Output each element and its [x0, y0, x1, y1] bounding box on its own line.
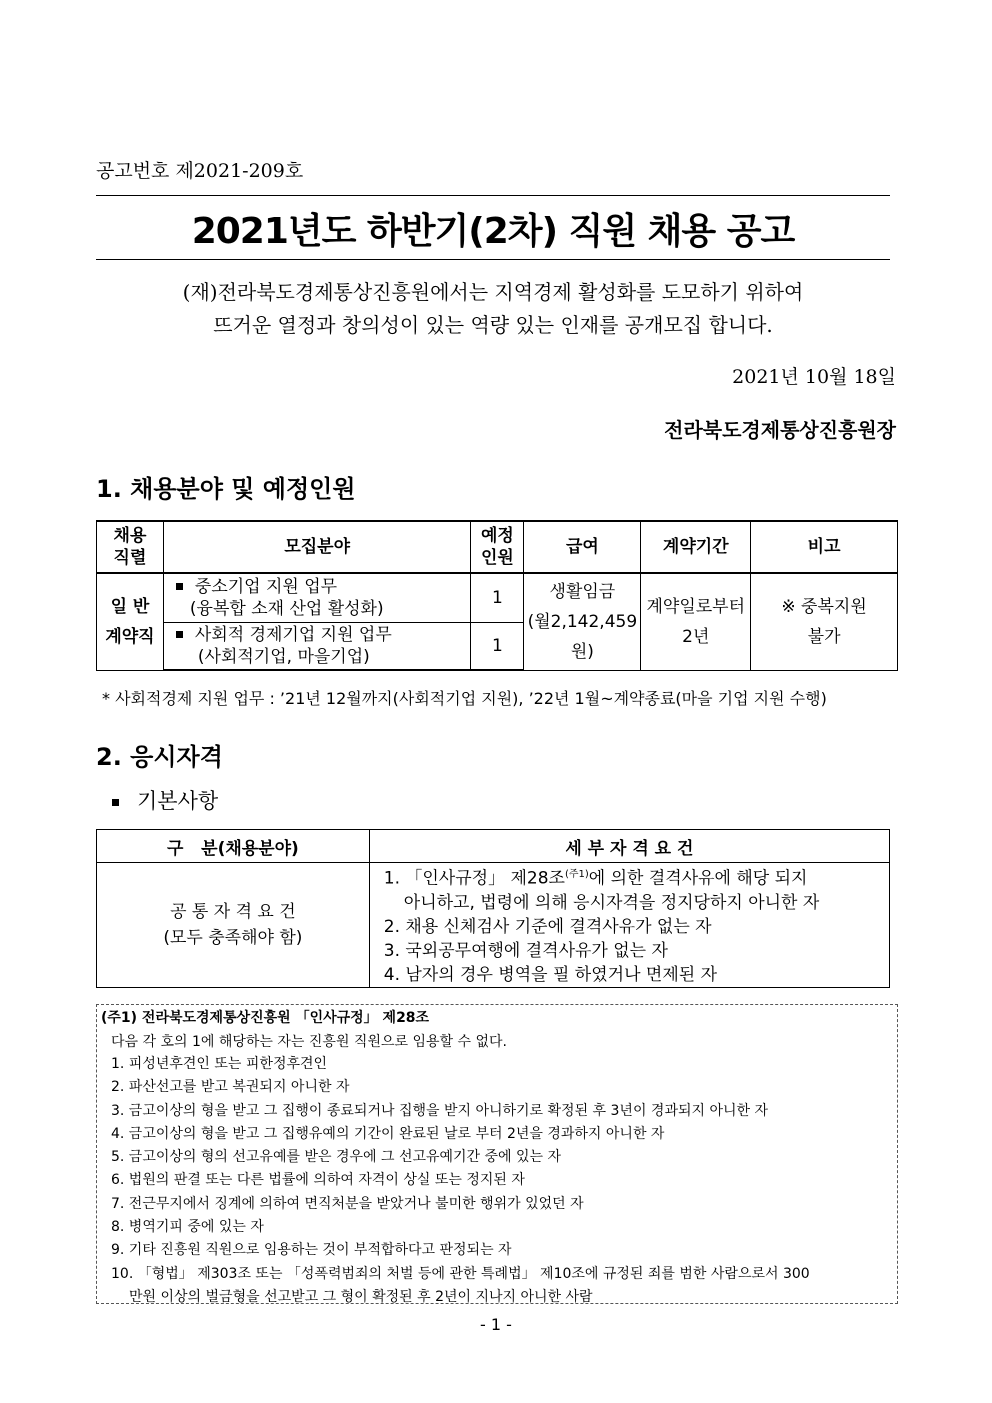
qualification-table [96, 829, 890, 988]
requirement-2: 2. 채용 신체검사 기준에 결격사유가 없는 자 [383, 916, 712, 937]
job-type-cell: 일 반 계약직 [97, 573, 164, 670]
col-requirements: 세 부 자 격 요 건 [369, 830, 889, 863]
count-cell: 1 [471, 622, 524, 670]
salary-cell: 생활임금 (월2,142,459원) [524, 573, 641, 670]
col-count: 예정 인원 [471, 521, 524, 573]
requirement-1-cont: 아니하고, 법령에 의해 응시자격을 정지당하지 아니한 자 [403, 892, 820, 913]
page-number: - 1 - [480, 1315, 512, 1334]
requirement-3: 3. 국외공무여행에 결격사유가 없는 자 [383, 940, 668, 961]
list-item: 4. 금고이상의 형을 받고 그 집행유예의 기간이 완료된 날로 부터 2년을 경과하지 아니한 자 [111, 1125, 665, 1142]
intro-text [96, 276, 890, 342]
recruitment-table [96, 520, 898, 671]
col-salary: 급여 [524, 521, 641, 573]
field-cell: 중소기업 지원 업무 (융복합 소재 산업 활성화) [163, 573, 471, 622]
requirement-4: 4. 남자의 경우 병역을 필 하였거나 면제된 자 [383, 964, 717, 985]
page-title: 2021년도 하반기(2차) 직원 채용 공고 [191, 211, 795, 252]
col-category: 구 분(채용분야) [97, 830, 370, 863]
list-item: 5. 금고이상의 형의 선고유예를 받은 경우에 그 선고유예기간 중에 있는 자 [111, 1149, 562, 1166]
category-cell: 공 통 자 격 요 건 (모두 충족해야 함) [97, 863, 370, 988]
section1-footnote: * 사회적경제 지원 업무 : ’21년 12월까지(사회적기업 지원), ’22년 1월~계약종료(마을 기업 지원 수행) [102, 689, 827, 708]
bullet-icon [176, 631, 183, 638]
list-item: 7. 전근무지에서 징계에 의하여 면직처분을 받았거나 불미한 행위가 있었던 자 [111, 1195, 584, 1212]
list-item: 8. 병역기피 중에 있는 자 [111, 1219, 264, 1236]
field-cell: 사회적 경제기업 지원 업무 (사회적기업, 마을기업) [163, 622, 471, 670]
bullet-icon [176, 583, 183, 590]
col-remark: 비고 [751, 521, 898, 573]
list-item: 2. 파산선고를 받고 복권되지 아니한 자 [111, 1079, 350, 1096]
list-item: 9. 기타 진흥원 직원으로 임용하는 것이 부적합하다고 판정되는 자 [111, 1242, 512, 1259]
regulation-box [96, 1004, 898, 1304]
title-rule-bottom [96, 259, 890, 260]
col-period: 계약기간 [641, 521, 751, 573]
list-item: 3. 금고이상의 형을 받고 그 집행이 종료되거나 집행을 받지 아니하기로 확정된 후 3년이 경과되지 아니한 자 [111, 1102, 769, 1119]
list-item: 10. 「형법」 제303조 또는 「성폭력범죄의 처벌 등에 관한 특례법」 제10조에 규정된 죄를 범한 사람으로서 300 만원 이상의 벌금형을 선고받고 그 형이 확정된 후 2년이 지나지 아니한 사람 [111, 1265, 810, 1305]
table-row [97, 863, 890, 988]
intro-line-1: (재)전라북도경제통상진흥원에서는 지역경제 활성화를 도모하기 위하여 [182, 280, 804, 304]
notice-number: 공고번호 제2021-209호 [96, 160, 304, 182]
basic-subheading: 기본사항 [112, 785, 218, 815]
requirement-1: 1. 「인사규정」 제28조$^{(주1)}$에 의한 결격사유에 해당 되지 [383, 868, 808, 889]
col-job-type: 채용 직렬 [97, 521, 164, 573]
regulation-list [111, 1053, 810, 1309]
section2-heading: 2. 응시자격 [96, 743, 223, 771]
regulation-heading: (주1) 전라북도경제통상진흥원 「인사규정」 제28조 [101, 1010, 430, 1026]
remark-cell: ※ 중복지원 불가 [751, 573, 898, 670]
recruitment-table-header [97, 521, 898, 573]
signatory: 전라북도경제통상진흥원장 [664, 418, 896, 442]
col-field: 모집분야 [163, 521, 471, 573]
regulation-lead: 다음 각 호의 1에 해당하는 자는 진흥원 직원으로 임용할 수 없다. [111, 1034, 507, 1050]
list-item: 1. 피성년후견인 또는 피한정후견인 [111, 1056, 328, 1072]
table-row [97, 573, 898, 622]
intro-line-2: 뜨거운 열정과 창의성이 있는 역량 있는 인재를 공개모집 합니다. [213, 313, 773, 337]
count-cell: 1 [471, 573, 524, 622]
requirements-cell [369, 863, 889, 988]
bullet-icon [112, 799, 119, 806]
list-item: 6. 법원의 판결 또는 다른 법률에 의하여 자격이 상실 또는 정지된 자 [111, 1172, 525, 1189]
period-cell: 계약일로부터 2년 [641, 573, 751, 670]
qualification-table-header [97, 830, 890, 863]
section1-heading: 1. 채용분야 및 예정인원 [96, 475, 356, 503]
title-rule-top [96, 195, 890, 196]
announcement-date: 2021년 10월 18일 [732, 366, 896, 388]
